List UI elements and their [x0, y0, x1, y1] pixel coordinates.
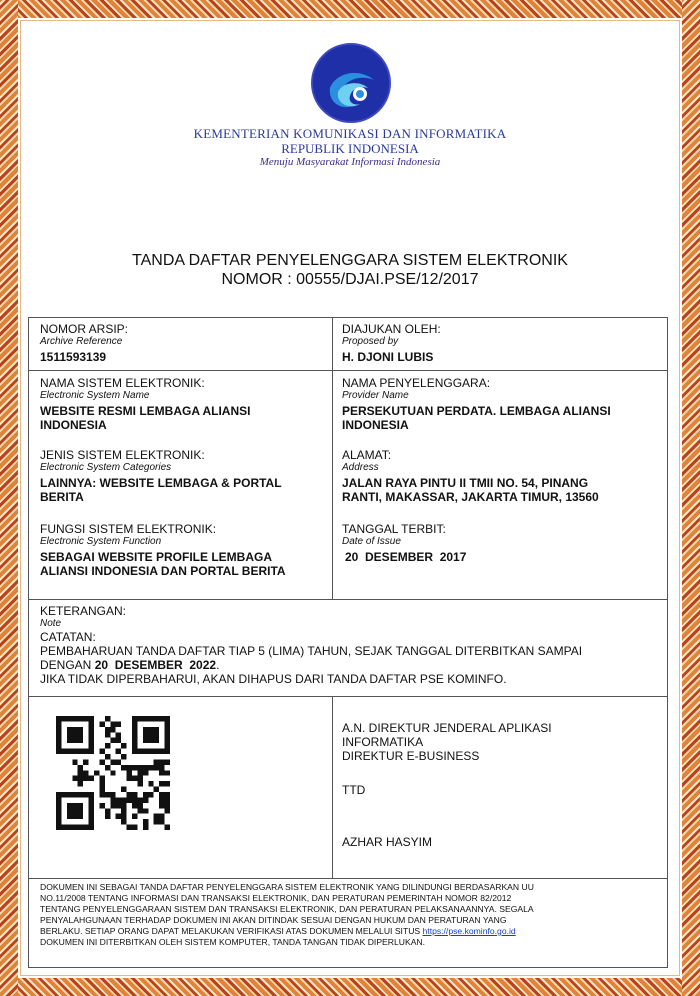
row-divider	[29, 878, 667, 879]
footer-text: TENTANG PENYELENGGARAAN SISTEM DAN TRANSAKSI ELEKTRONIK, DAN PERATURAN PELAKSANAANNYA. SEGALA	[40, 904, 534, 914]
issue-date-label: TANGGAL TERBIT:	[342, 522, 446, 536]
column-divider	[332, 318, 333, 599]
document-title: TANDA DAFTAR PENYELENGGARA SISTEM ELEKTRONIK	[132, 252, 568, 269]
address-value: JALAN RAYA PINTU II TMII NO. 54, PINANG	[342, 476, 589, 490]
notes-text: PEMBAHARUAN TANDA DAFTAR TIAP 5 (LIMA) TAHUN, SEJAK TANGGAL DITERBITKAN SAMPAI	[40, 644, 583, 658]
footer-text: NO.11/2008 TENTANG INFORMASI DAN TRANSAKSI ELEKTRONIK, DAN PERATURAN PEMERINTAH NOMOR 82/2012	[40, 893, 512, 903]
signature-block	[342, 721, 552, 849]
issue-date-field	[342, 522, 466, 564]
footer-text: DOKUMEN INI SEBAGAI TANDA DAFTAR PENYELENGGARA SISTEM ELEKTRONIK YANG DILINDUNGI BERDASARKAN UU	[40, 882, 534, 892]
signature-title: DIREKTUR E-BUSINESS	[342, 749, 480, 763]
archive-value: 1511593139	[40, 350, 107, 364]
decorative-border-bottom	[0, 978, 700, 996]
proposed-field	[342, 322, 441, 364]
footer-text-prefix: BERLAKU. SETIAP ORANG DAPAT MELAKUKAN VERIFIKASI ATAS DOKUMEN MELALUI SITUS	[40, 926, 423, 936]
footer-text: DOKUMEN INI DITERBITKAN OLEH SISTEM KOMPUTER, TANDA TANGAN TIDAK DIPERLUKAN.	[40, 937, 426, 947]
document-number: NOMOR : 00555/DJAI.PSE/12/2017	[221, 271, 479, 288]
function-label-en: Electronic System Function	[40, 536, 162, 547]
category-label-en: Electronic System Categories	[40, 462, 172, 473]
archive-field	[40, 322, 128, 364]
address-value: RANTI, MAKASSAR, JAKARTA TIMUR, 13560	[342, 490, 599, 504]
function-field	[40, 522, 286, 578]
address-field	[342, 448, 599, 504]
notes-text: JIKA TIDAK DIPERBAHARUI, AKAN DIHAPUS DARI TANDA DAFTAR PSE KOMINFO.	[40, 672, 507, 686]
address-label-en: Address	[342, 462, 379, 473]
address-label: ALAMAT:	[342, 448, 392, 462]
archive-label-en: Archive Reference	[40, 336, 123, 347]
notes-text-prefix: DENGAN	[40, 658, 95, 672]
category-label: JENIS SISTEM ELEKTRONIK:	[40, 448, 205, 462]
catatan-label: CATATAN:	[40, 630, 96, 644]
verification-link[interactable]: https://pse.kominfo.go.id	[422, 926, 516, 936]
notes-label-en: Note	[40, 618, 62, 629]
legal-footer	[40, 882, 665, 948]
ministry-motto: Menuju Masyarakat Informasi Indonesia	[259, 156, 441, 168]
row-divider	[29, 696, 667, 697]
system-name-field	[40, 376, 250, 432]
decorative-border-top	[0, 0, 700, 18]
signatory-name: AZHAR HASYIM	[342, 835, 433, 849]
proposed-label: DIAJUKAN OLEH:	[342, 322, 441, 336]
proposed-value: H. DJONI LUBIS	[342, 350, 434, 364]
notes-section	[40, 604, 660, 686]
signature-title: A.N. DIREKTUR JENDERAL APLIKASI	[342, 721, 552, 735]
function-label: FUNGSI SISTEM ELEKTRONIK:	[40, 522, 217, 536]
function-value: SEBAGAI WEBSITE PROFILE LEMBAGA	[40, 550, 273, 564]
notes-text-suffix: .	[216, 658, 220, 672]
row-divider	[29, 599, 667, 600]
notes-text	[40, 658, 660, 672]
footer-text	[40, 926, 665, 937]
function-value: ALIANSI INDONESIA DAN PORTAL BERITA	[40, 564, 286, 578]
provider-label-en: Provider Name	[342, 390, 409, 401]
ministry-name: KEMENTERIAN KOMUNIKASI DAN INFORMATIKA	[193, 126, 507, 141]
category-value: BERITA	[40, 490, 84, 504]
system-name-label: NAMA SISTEM ELEKTRONIK:	[40, 376, 205, 390]
kominfo-logo-icon	[308, 42, 394, 124]
archive-label: NOMOR ARSIP:	[40, 322, 129, 336]
signature-title: INFORMATIKA	[342, 735, 424, 749]
system-name-value: INDONESIA	[40, 418, 107, 432]
notes-label: KETERANGAN:	[40, 604, 127, 618]
signature-ttd: TTD	[342, 783, 366, 797]
category-value: LAINNYA: WEBSITE LEMBAGA & PORTAL	[40, 476, 282, 490]
qr-code-icon[interactable]	[56, 716, 170, 830]
provider-label: NAMA PENYELENGGARA:	[342, 376, 491, 390]
footer-text: PENYALAHGUNAAN TERHADAP DOKUMEN INI AKAN DITINDAK SESUAI DENGAN HUKUM DAN PERATURAN YANG	[40, 915, 507, 925]
provider-value: PERSEKUTUAN PERDATA. LEMBAGA ALIANSI	[342, 404, 611, 418]
issue-date-label-en: Date of Issue	[342, 536, 401, 547]
provider-field	[342, 376, 611, 432]
system-name-label-en: Electronic System Name	[40, 390, 150, 401]
proposed-label-en: Proposed by	[342, 336, 399, 347]
system-name-value: WEBSITE RESMI LEMBAGA ALIANSI	[40, 404, 251, 418]
republic-name: REPUBLIK INDONESIA	[281, 141, 419, 156]
column-divider	[332, 696, 333, 878]
row-divider	[29, 370, 667, 371]
category-field	[40, 448, 282, 504]
provider-value: INDONESIA	[342, 418, 409, 432]
expiry-date: 20 DESEMBER 2022	[94, 658, 217, 672]
issue-date-value: 20 DESEMBER 2017	[345, 550, 467, 564]
